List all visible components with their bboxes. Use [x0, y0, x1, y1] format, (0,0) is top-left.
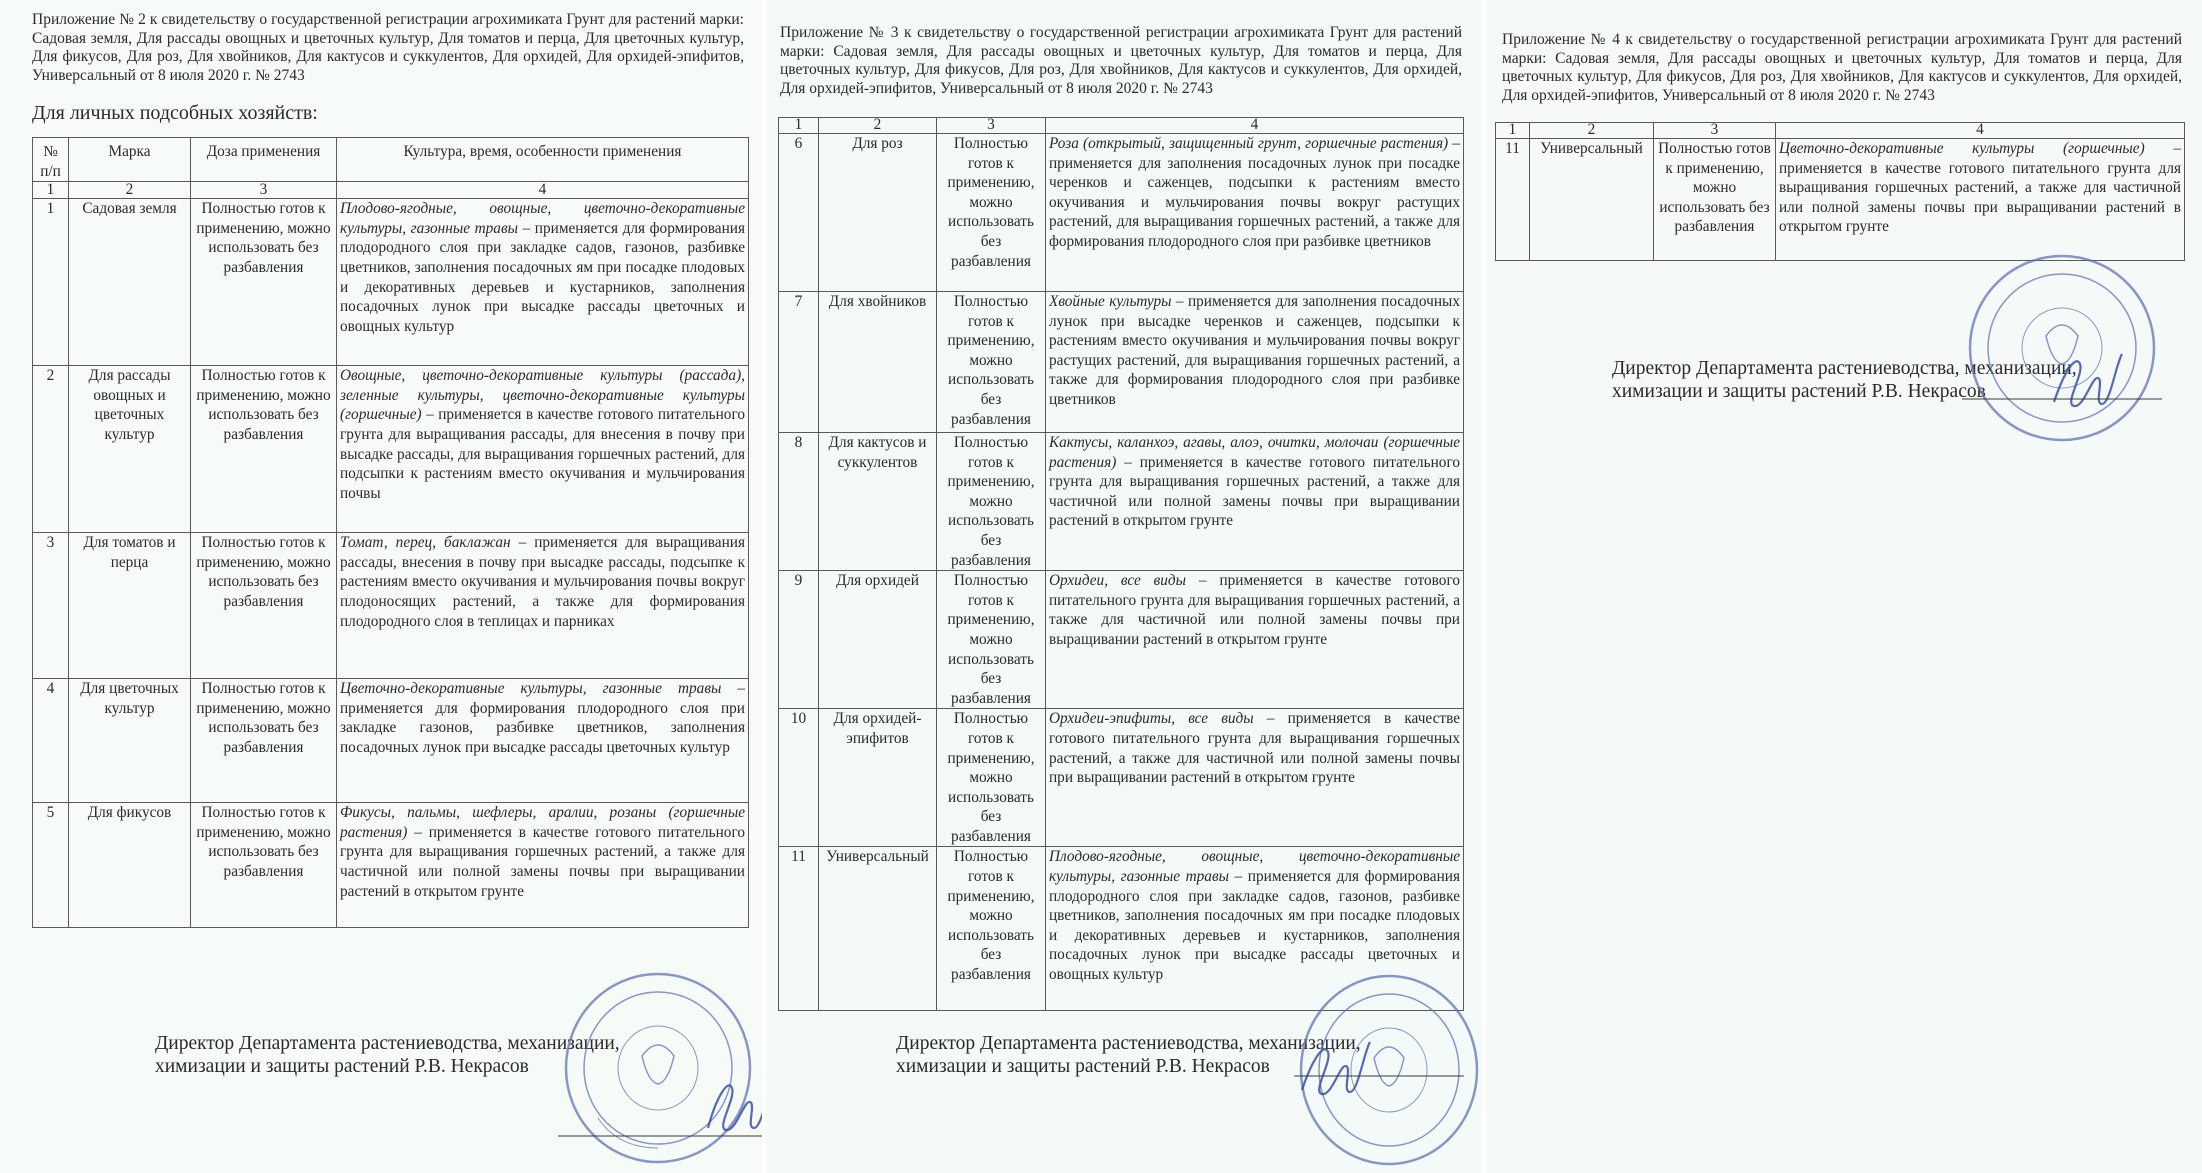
row-dose: Полностью готов к применению, можно использовать без разбавления: [937, 292, 1046, 433]
signature-line-2: химизации и защиты растений Р.В. Некрасов: [896, 1056, 1270, 1077]
appendix-4-page: [1486, 0, 2202, 1173]
usage-text: – применяется в качестве готового питательного грунта для выращивания горшечных растений, а также для частичной или полной замены почвы при выращивании растений в открытом грунте: [1049, 710, 1460, 787]
usage-crops: Кактусы, каланхоэ, агавы, алоэ, очитки, молочаи (горшечные растения): [1049, 434, 1460, 471]
table-row: [33, 679, 749, 803]
row-brand: Универсальный: [819, 847, 937, 1011]
col-number: 2: [1530, 123, 1654, 139]
table-row: [33, 366, 749, 533]
table-row: [779, 571, 1464, 709]
row-usage: [1046, 292, 1464, 433]
row-dose: Полностью готов к применению, можно использовать без разбавления: [937, 433, 1046, 571]
row-usage: [337, 679, 749, 803]
row-number: 11: [779, 847, 819, 1011]
usage-text: – применяется для формирования плодородного слоя при закладке садов, газонов, разбивке цветников, заполнения посадочных ям при посадке плодовых и декоративных деревьев и кустарников, заполнения посадочных лунок при высадке рассады цветочных и овощных культур: [1049, 868, 1460, 984]
col-number: 2: [819, 118, 937, 134]
signature-line-1: Директор Департамента растениеводства, механизации,: [896, 1033, 1361, 1054]
signature-line-1: Директор Департамента растениеводства, механизации,: [155, 1033, 620, 1054]
signature-line-2: химизации и защиты растений Р.В. Некрасов: [1612, 381, 1986, 402]
col-number: 1: [33, 182, 69, 199]
row-number: 10: [779, 709, 819, 847]
official-seal-icon: [558, 968, 778, 1168]
usage-crops: Овощные, цветочно-декоративные культуры (рассада), зеленные культуры, цветочно-декоративные культуры (горшечные): [340, 367, 745, 424]
row-brand: Для роз: [819, 134, 937, 292]
col-number: 4: [1776, 123, 2185, 139]
row-usage: [1776, 139, 2185, 261]
table-row: [33, 533, 749, 679]
col-number: 3: [1654, 123, 1776, 139]
row-usage: [337, 199, 749, 366]
row-dose: Полностью готов к применению, можно использовать без разбавления: [937, 134, 1046, 292]
row-usage: [1046, 433, 1464, 571]
row-dose: Полностью готов к применению, можно использовать без разбавления: [191, 533, 337, 679]
usage-text: – применяется для заполнения посадочных лунок при высадке черенков и саженцев, подсыпки к растениям вместо окучивания и мульчирования почвы вокруг растущих растений, для выращивания горшечных растений, а также для формирования плодородного слоя при разбивке цветников: [1049, 293, 1460, 408]
usage-text: – применяется в качестве готового питательного грунта для выращивания рассады, для внесения в почву при высадке рассады, для выращивания горшечных растений, для подсыпки к растениям вместо окучивания и мульчирования почвы: [340, 406, 745, 502]
table-row: [779, 134, 1464, 292]
table-row: [779, 433, 1464, 571]
signature-block: [896, 1032, 1361, 1078]
col-number: 3: [191, 182, 337, 199]
table-row: [33, 803, 749, 928]
row-dose: Полностью готов к применению, можно использовать без разбавления: [937, 571, 1046, 709]
signature-block: [155, 1032, 620, 1078]
application-table: [32, 137, 749, 928]
row-brand: Для томатов и перца: [69, 533, 191, 679]
signature-line-1: Директор Департамента растениеводства, механизации,: [1612, 358, 2077, 379]
column-number-row: [33, 182, 749, 199]
row-brand: Садовая земля: [69, 199, 191, 366]
usage-text: – применяется в качестве готового питательного грунта для выращивания горшечных растений, а также для частичной или полной замены почвы при выращивании растений в открытом грунте: [340, 823, 745, 900]
usage-crops: Цветочно-декоративные культуры, газонные травы: [340, 680, 722, 698]
row-number: 7: [779, 292, 819, 433]
row-usage: [337, 366, 749, 533]
row-dose: Полностью готов к применению, можно использовать без разбавления: [191, 366, 337, 533]
col-number: 3: [937, 118, 1046, 134]
row-usage: [1046, 709, 1464, 847]
usage-text: – применяется для формирования плодородного слоя при закладке садов, газонов, разбивке цветников, заполнения посадочных ям при посадке плодовых и декоративных деревьев и кустарников, заполнения посадочных лунок при высадке рассады цветочных и овощных культур: [340, 219, 745, 335]
table-row: [1496, 139, 2185, 261]
row-dose: Полностью готов к применению, можно использовать без разбавления: [191, 803, 337, 928]
usage-text: – применяется для выращивания рассады, внесения в почву при высадке рассады, подсыпке к растениям вместо окучивания и мульчирования почвы вокруг плодоносящих растений, а также для формирования плодородного слоя в теплицах и парниках: [340, 534, 745, 630]
usage-crops: Хвойные культуры: [1049, 293, 1172, 310]
row-number: 6: [779, 134, 819, 292]
col-header-dose: Доза применения: [191, 138, 337, 182]
row-dose: Полностью готов к применению, можно использовать без разбавления: [1654, 139, 1776, 261]
table-row: [779, 709, 1464, 847]
usage-text: – применяется в качестве готового питательного грунта для выращивания горшечных растений, а также для частичной или полной замены почвы при выращивании растений в открытом грунте: [1049, 572, 1460, 648]
application-table: [778, 117, 1464, 1011]
row-usage: [1046, 571, 1464, 709]
appendix-3-page: [766, 0, 1482, 1173]
row-number: 9: [779, 571, 819, 709]
row-usage: [337, 533, 749, 679]
appendix-header: Приложение № 2 к свидетельству о государственной регистрации агрохимиката Грунт для растений марки: Садовая земля, Для рассады овощных и цветочных культур, Для томатов и перца, Для цветочных культур, Для фикусов, Для роз, Для хвойников, Для кактусов и суккулентов, Для орхидей, Для орхидей-эпифитов, Универсальный от 8 июля 2020 г. № 2743: [32, 11, 744, 84]
usage-text: – применяется в качестве готового питательного грунта для выращивания горшечных растений, а также для частичной или полной замены почвы при выращивании растений в открытом грунте: [1779, 140, 2181, 236]
usage-crops: Фикусы, пальмы, шефлеры, аралии, розаны (горшечные растения): [340, 804, 745, 841]
usage-crops: Томат, перец, баклажан: [340, 534, 511, 552]
table-row: [779, 292, 1464, 433]
usage-crops: Цветочно-декоративные культуры (горшечные): [1779, 140, 2145, 157]
col-number: 4: [1046, 118, 1464, 134]
col-number: 2: [69, 182, 191, 199]
usage-crops: Плодово-ягодные, овощные, цветочно-декоративные культуры, газонные травы: [1049, 848, 1460, 886]
row-usage: [337, 803, 749, 928]
row-dose: Полностью готов к применению, можно использовать без разбавления: [191, 679, 337, 803]
usage-text: – применяется для заполнения посадочных лунок при посадке черенков и саженцев, подсыпки к растениям вместо окучивания и мульчирования почвы вокруг растущих растений, для выращивания горшечных растений, а также для формирования плодородного слоя при разбивке цветников: [1049, 135, 1460, 250]
row-number: 8: [779, 433, 819, 571]
row-number: 2: [33, 366, 69, 533]
row-usage: [1046, 134, 1464, 292]
col-header-num: № п/п: [33, 138, 69, 182]
application-table: [1495, 122, 2185, 261]
row-brand: Для фикусов: [69, 803, 191, 928]
row-brand: Для цветочных культур: [69, 679, 191, 803]
appendix-header: Приложение № 3 к свидетельству о государственной регистрации агрохимиката Грунт для растений марки: Садовая земля, Для рассады овощных и цветочных культур, Для томатов и перца, Для цветочных культур, Для фикусов, Для роз, Для хвойников, Для кактусов и суккулентов, Для орхидей, Для орхидей-эпифитов, Универсальный от 8 июля 2020 г. № 2743: [780, 24, 1462, 97]
column-number-row: [779, 118, 1464, 134]
table-header-row: [33, 138, 749, 182]
row-brand: Универсальный: [1530, 139, 1654, 261]
row-brand: Для орхидей-эпифитов: [819, 709, 937, 847]
row-dose: Полностью готов к применению, можно использовать без разбавления: [937, 847, 1046, 1011]
column-number-row: [1496, 123, 2185, 139]
col-header-usage: Культура, время, особенности применения: [337, 138, 749, 182]
signature-line-2: химизации и защиты растений Р.В. Некрасов: [155, 1056, 529, 1077]
row-number: 4: [33, 679, 69, 803]
col-number: 1: [779, 118, 819, 134]
row-number: 11: [1496, 139, 1530, 261]
usage-text: – применяется в качестве готового питательного грунта для выращивания горшечных растений, а также для частичной или полной замены почвы при выращивании растений в открытом грунте: [1049, 453, 1460, 530]
appendix-header: Приложение № 4 к свидетельству о государственной регистрации агрохимиката Грунт для растений марки: Садовая земля, Для рассады овощных и цветочных культур, Для томатов и перца, Для цветочных культур, Для фикусов, Для роз, Для хвойников, Для кактусов и суккулентов, Для орхидей, Для орхидей-эпифитов, Универсальный от 8 июля 2020 г. № 2743: [1502, 31, 2182, 104]
usage-crops: Орхидеи-эпифиты, все виды: [1049, 710, 1254, 728]
row-brand: Для хвойников: [819, 292, 937, 433]
official-seal-icon: [1294, 970, 1482, 1170]
usage-crops: Плодово-ягодные, овощные, цветочно-декоративные культуры, газонные травы: [340, 200, 745, 237]
row-number: 5: [33, 803, 69, 928]
section-subtitle: Для личных подсобных хозяйств:: [32, 102, 318, 124]
row-dose: Полностью готов к применению, можно использовать без разбавления: [191, 199, 337, 366]
col-number: 4: [337, 182, 749, 199]
row-brand: Для рассады овощных и цветочных культур: [69, 366, 191, 533]
col-header-brand: Марка: [69, 138, 191, 182]
row-brand: Для кактусов и суккулентов: [819, 433, 937, 571]
table-row: [33, 199, 749, 366]
row-brand: Для орхидей: [819, 571, 937, 709]
appendix-2-page: [0, 0, 762, 1173]
usage-crops: Роза (открытый, защищенный грунт, горшечные растения): [1049, 135, 1449, 152]
row-number: 1: [33, 199, 69, 366]
usage-text: – применяется для формирования плодородного слоя при закладке газонов, разбивке цветников, заполнения посадочных лунок при высадке рассады цветочных культур: [340, 680, 745, 756]
row-dose: Полностью готов к применению, можно использовать без разбавления: [937, 709, 1046, 847]
official-seal-icon: [1962, 252, 2170, 452]
row-number: 3: [33, 533, 69, 679]
col-number: 1: [1496, 123, 1530, 139]
usage-crops: Орхидеи, все виды: [1049, 572, 1187, 590]
